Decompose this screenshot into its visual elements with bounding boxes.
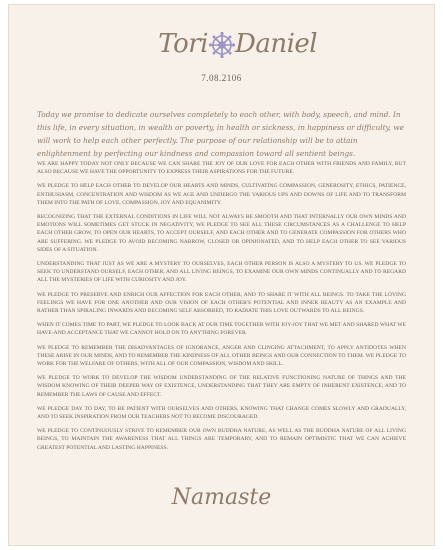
header <box>9 23 434 83</box>
signoff: Namaste <box>171 485 272 510</box>
vow-paragraph: WE PLEDGE TO REMEMBER THE DISADVANTAGES OF IGNORANCE, ANGER AND CLINGING ATTACHMENT, TO APPLY ANTIDOTES WHEN THESE ARISE IN OUR MINDS, AND TO REMEMBER THE KINDNESS OF ALL OTHER BEINGS AND OUR CONNECTION TO THEM. WE PLEDGE TO WORK FOR THE WELFARE OF OTHERS, WITH ALL OF OUR COMPASSION, WISDOM AND SKILL. <box>37 344 406 368</box>
vow-paragraph: RECOGNIZING THAT THE EXTERNAL CONDITIONS IN LIFE WILL NOT ALWAYS BE SMOOTH AND THAT INTERNALLY OUR OWN MINDS AND EMOTIONS WILL SOMETIMES GET STUCK IN NEGATIVITY, WE PLEDGE TO SEE ALL THESE CIRCUMSTANCES AS A CHALLENGE TO HELP EACH OTHER GROW, TO OPEN OUR HEARTS, TO ACCEPT OURSELF, AND EACH OTHER AND TO GENERATE COMPASSION FOR OTHERS WHO ARE SUFFERING. WE PLEDGE TO AVOID BECOMING NARROW, CLOSED OR OPINIONATED, AND TO HELP EACH OTHER TO SEE VARIOUS SIDES OF A SITUATION. <box>37 214 406 253</box>
vow-paragraph: WHEN IT COMES TIME TO PART, WE PLEDGE TO LOOK BACK AT OUR TIME TOGETHER WITH JOY-JOY THAT WE MET AND SHARED WHAT WE HAVE-AND ACCEPTANCE THAT WE CANNOT HOLD ON TO ANYTHING FOREVER. <box>37 322 406 337</box>
intro-paragraph: Today we promise to dedicate ourselves completely to each other, with body, speech, and mind. In this life, in every situation, in wealth or poverty, in health or sickness, in happiness or difficulty, we will work to help each other perfectly. The purpose of our relationship will be to attain enlightenment by perfecting our kindness and compassion toward all sentient beings. <box>37 110 404 159</box>
vow-paragraph: WE PLEDGE DAY TO DAY, TO BE PATIENT WITH OURSELVES AND OTHERS, KNOWING THAT CHANGE COMES SLOWLY AND GRADUALLY, AND TO SEEK INSPIRATION FROM OUR TEACHERS NOT TO BECOME DISCOURAGED. <box>37 405 406 421</box>
vow-paragraph: WE PLEDGE TO PRESERVE AND ENRICH OUR AFFECTION FOR EACH OTHER, AND TO SHARE IT WITH ALL BEINGS. TO TAKE THE LOVING FEELINGS WE HAVE FOR ONE ANOTHER AND OUR VISION OF EACH OTHER'S POTENTIAL AND INNER BEAUTY AS AN EXAMPLE AND RATHER THAN SPIRALING INWARDS AND BECOMING SELF ABSORBED, TO RADIATE THIS LOVE OUTWARDS TO ALL BEINGS. <box>37 291 406 315</box>
vows-list <box>37 160 406 458</box>
dharma-wheel-icon <box>208 31 236 59</box>
vow-paragraph: WE PLEDGE TO HELP EACH OTHER TO DEVELOP OUR HEARTS AND MINDS, CULTIVATING COMPASSION, GENEROSITY, ETHICS, PATIENCE, ENTHUSIASM, CONCENTRATION AND WISDOM AS WE AGE AND UNDERGO THE VARIOUS UPS AND DOWNS OF LIFE AND TO TRANSFORM THEM INTO THE PATH OF LOVE, COMPASSION, JOY AND EQUANIMITY. <box>37 183 406 206</box>
first-name: Tori <box>158 29 208 59</box>
vow-paragraph: WE PLEDGE TO CONTINUOUSLY STRIVE TO REMEMBER OUR OWN BUDDHA NATURE, AS WELL AS THE BUDDHA NATURE OF ALL LIVING BEINGS, TO MAINTAIN THE AWARENESS THAT ALL THINGS ARE TEMPORARY, AND TO REMAIN OPTIMISTIC THAT WE CAN ACHIEVE GREATEST POTENTIAL AND LASTING HAPPINESS. <box>37 428 406 451</box>
vow-paragraph: WE PLEDGE TO WORK TO DEVELOP THE WISDOM UNDERSTANDING OF THE RELATIVE FUNCTIONING NATURE OF THINGS AND THE WISDOM KNOWING OF THEIR DEEPER WAY OF EXISTENCE, UNDERSTANDING THAT THEY ARE EMPTY OF INHERENT EXISTENCE, AND TO REMEMBER THE LAWS OF CAUSE AND EFFECT. <box>37 375 406 398</box>
second-name: Daniel <box>235 29 318 59</box>
wedding-date: 7.08.2106 <box>201 73 242 83</box>
vow-card <box>8 4 435 546</box>
vow-paragraph: WE ARE HAPPY TODAY NOT ONLY BECAUSE WE CAN SHARE THE JOY OF OUR LOVE FOR EACH OTHER WITH FRIENDS AND FAMILY, BUT ALSO BECAUSE WE HAVE THE OPPORTUNITY TO EXPRESS THEIR ASPIRATIONS FOR THE FUTURE. <box>37 161 406 176</box>
vow-paragraph: UNDERSTANDING THAT JUST AS WE ARE A MYSTERY TO OURSELVES, EACH OTHER PERSON IS ALSO A MYSTERY TO US. WE PLEDGE TO SEEK TO UNDERSTAND OURSELF, EACH OTHER, AND ALL LIVING BEINGS, TO EXAMINE OUR OWN MINDS CONTINUALLY AND TO REGARD ALL THE MYSTERIES OF LIFE WITH CURIOSITY AND JOY. <box>37 261 406 284</box>
